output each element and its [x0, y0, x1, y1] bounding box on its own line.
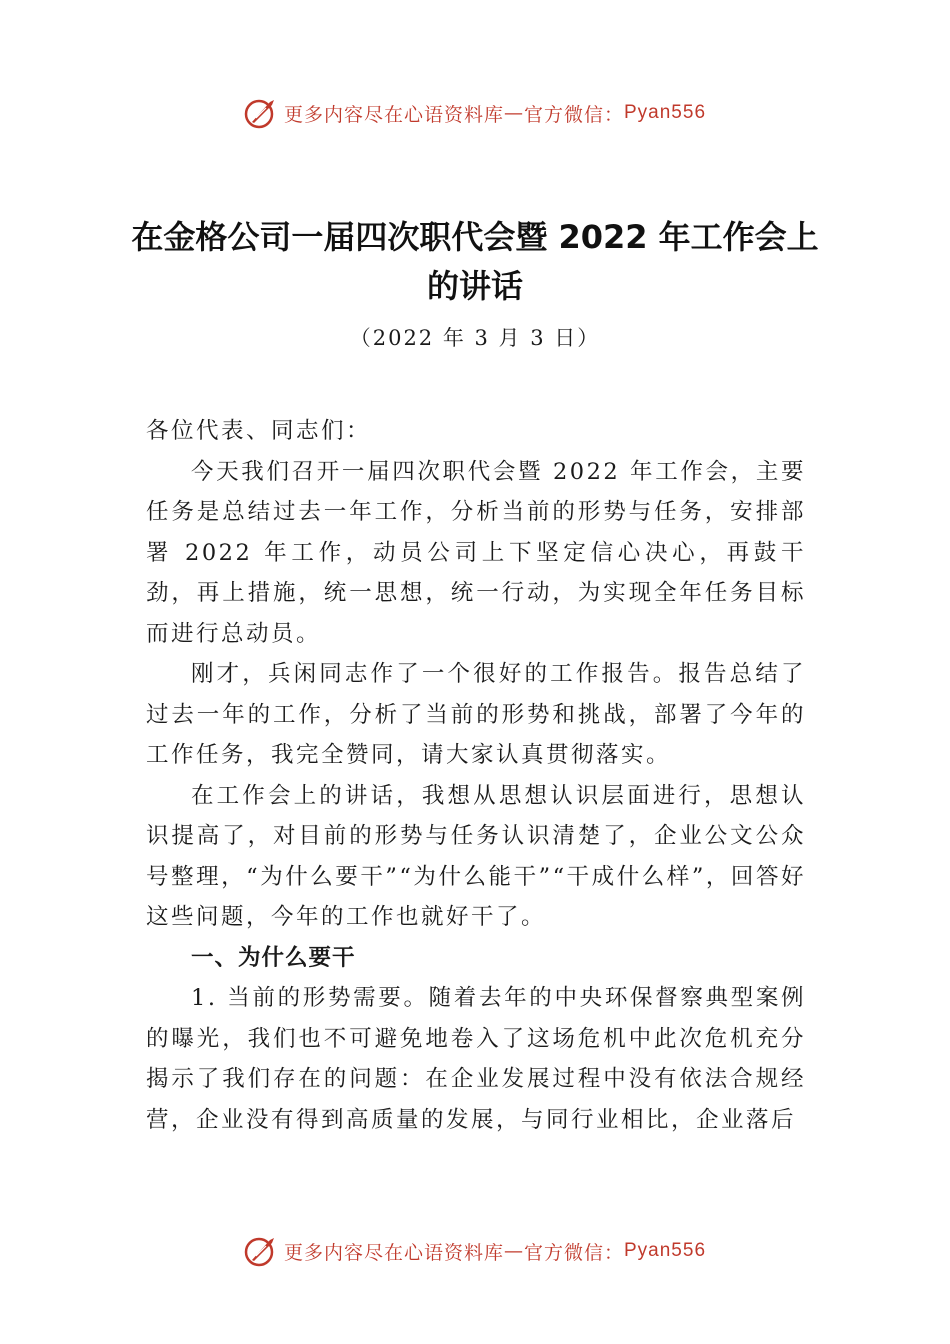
watermark-banner-bottom: [0, 1231, 950, 1271]
quill-logo-icon: [244, 1234, 278, 1268]
watermark-text: 更多内容尽在心语资料库: [283, 1241, 504, 1264]
paragraph: 刚才，兵闲同志作了一个很好的工作报告。报告总结了过去一年的工作，分析了当前的形势和挑战，部署了今年的工作任务，我完全赞同，请大家认真贯彻落实。: [146, 661, 806, 768]
salutation: 各位代表、同志们：: [146, 418, 372, 444]
watermark-separator: —: [503, 1240, 524, 1262]
paragraph: 今天我们召开一届四次职代会暨 2022 年工作会，主要任务是总结过去一年工作，分析当前的形势与任务，安排部署 2022 年工作，动员公司上下坚定信心决心，再鼓干劲，再上措施，统一思想，统一行动，为实现全年任务目标而进行总动员。: [146, 458, 806, 647]
watermark-separator: —: [503, 102, 524, 124]
document-title: 在金格公司一届四次职代会暨 2022 年工作会上的讲话: [131, 218, 819, 305]
watermark-text: 更多内容尽在心语资料库: [283, 103, 504, 126]
watermark-wechat-label: 官方微信：: [523, 103, 624, 126]
section-heading: 一、为什么要干: [191, 944, 356, 971]
watermark-account: Pyan556: [624, 1240, 707, 1261]
watermark-banner-top: [0, 93, 950, 133]
watermark-wechat-label: 官方微信：: [523, 1241, 624, 1264]
paragraph: 1. 当前的形势需要。随着去年的中央环保督察典型案例的曝光，我们也不可避免地卷入了这场危机中此次危机充分揭示了我们存在的问题：在企业发展过程中没有依法合规经营，企业没有得到高质量的发展，与同行业相比，企业落后: [146, 985, 806, 1133]
document-body: [146, 411, 806, 1140]
watermark-account: Pyan556: [624, 102, 707, 123]
paragraph: 在工作会上的讲话，我想从思想认识层面进行，思想认识提高了，对目前的形势与任务认识清楚了，企业公文公众号整理，“为什么要干”“为什么能干”“干成什么样”，回答好这些问题，今年的工作也就好干了。: [146, 782, 806, 930]
document-date: （2022 年 3 月 3 日）: [349, 326, 601, 350]
quill-logo-icon: [244, 96, 278, 130]
